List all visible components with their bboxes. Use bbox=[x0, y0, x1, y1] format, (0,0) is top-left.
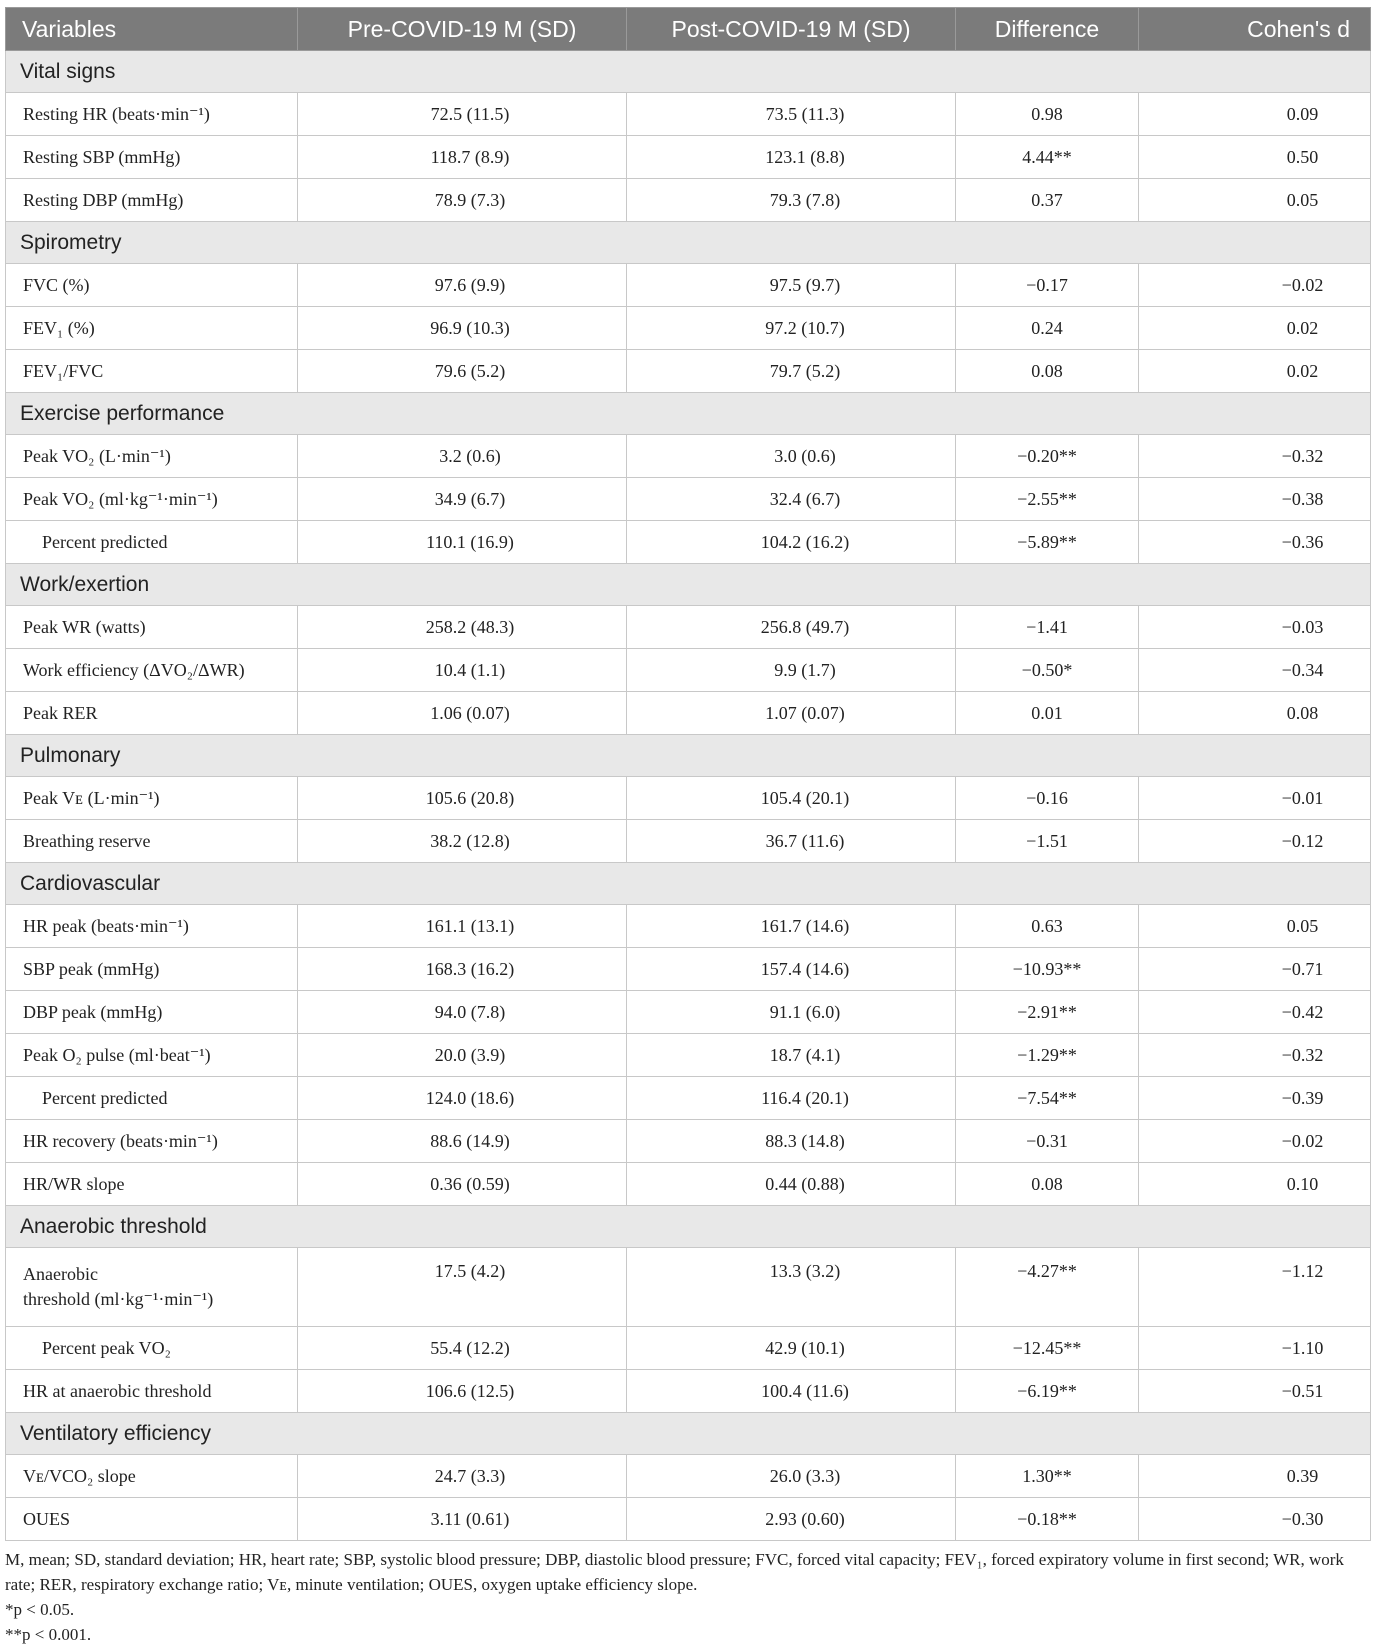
table-row bbox=[6, 179, 1371, 222]
variable-label bbox=[6, 1248, 298, 1327]
section-title: Vital signs bbox=[6, 51, 1371, 93]
difference-value: −12.45** bbox=[956, 1327, 1139, 1370]
variable-label: HR recovery (beats·min⁻¹) bbox=[6, 1120, 298, 1163]
post-value: 3.0 (0.6) bbox=[627, 435, 956, 478]
header-difference: Difference bbox=[956, 8, 1139, 51]
post-value: 32.4 (6.7) bbox=[627, 478, 956, 521]
pre-value: 38.2 (12.8) bbox=[298, 820, 627, 863]
pre-value: 105.6 (20.8) bbox=[298, 777, 627, 820]
difference-value: −1.29** bbox=[956, 1034, 1139, 1077]
pre-value: 94.0 (7.8) bbox=[298, 991, 627, 1034]
pre-value: 168.3 (16.2) bbox=[298, 948, 627, 991]
difference-value: 0.01 bbox=[956, 692, 1139, 735]
table-row bbox=[6, 1120, 1371, 1163]
table-row bbox=[6, 1163, 1371, 1206]
cohens-d-value: 0.39 bbox=[1139, 1455, 1371, 1498]
header-post: Post-COVID-19 M (SD) bbox=[627, 8, 956, 51]
post-value: 123.1 (8.8) bbox=[627, 136, 956, 179]
post-value: 79.3 (7.8) bbox=[627, 179, 956, 222]
footnote-p05: *p < 0.05. bbox=[5, 1600, 75, 1619]
section-title: Pulmonary bbox=[6, 735, 1371, 777]
variable-label-line: Anaerobic bbox=[23, 1264, 98, 1284]
table-row bbox=[6, 307, 1371, 350]
cohens-d-value: 0.08 bbox=[1139, 692, 1371, 735]
table-row bbox=[6, 1370, 1371, 1413]
section-title: Exercise performance bbox=[6, 393, 1371, 435]
pre-value: 124.0 (18.6) bbox=[298, 1077, 627, 1120]
post-value: 9.9 (1.7) bbox=[627, 649, 956, 692]
cohens-d-value: −0.36 bbox=[1139, 521, 1371, 564]
table-row bbox=[6, 1498, 1371, 1541]
pre-value: 79.6 (5.2) bbox=[298, 350, 627, 393]
section-row bbox=[6, 393, 1371, 435]
post-value: 100.4 (11.6) bbox=[627, 1370, 956, 1413]
pre-value: 3.11 (0.61) bbox=[298, 1498, 627, 1541]
table-row bbox=[6, 820, 1371, 863]
cohens-d-value: 0.02 bbox=[1139, 350, 1371, 393]
cohens-d-value: −0.03 bbox=[1139, 606, 1371, 649]
difference-value: −2.55** bbox=[956, 478, 1139, 521]
cohens-d-value: 0.05 bbox=[1139, 179, 1371, 222]
pre-value: 20.0 (3.9) bbox=[298, 1034, 627, 1077]
difference-value: −4.27** bbox=[956, 1248, 1139, 1327]
results-table bbox=[5, 7, 1371, 1541]
section-row bbox=[6, 222, 1371, 264]
table-row bbox=[6, 93, 1371, 136]
footnote-p001: **p < 0.001. bbox=[5, 1625, 92, 1644]
table-row bbox=[6, 136, 1371, 179]
cohens-d-value: −0.01 bbox=[1139, 777, 1371, 820]
section-title: Anaerobic threshold bbox=[6, 1206, 1371, 1248]
difference-value: −0.31 bbox=[956, 1120, 1139, 1163]
variable-label: Peak Vᴇ (L·min⁻¹) bbox=[6, 777, 298, 820]
table-row bbox=[6, 948, 1371, 991]
post-value: 2.93 (0.60) bbox=[627, 1498, 956, 1541]
table-row bbox=[6, 1327, 1371, 1370]
post-value: 0.44 (0.88) bbox=[627, 1163, 956, 1206]
cohens-d-value: −1.12 bbox=[1139, 1248, 1371, 1327]
variable-label: Breathing reserve bbox=[6, 820, 298, 863]
post-value: 105.4 (20.1) bbox=[627, 777, 956, 820]
difference-value: 1.30** bbox=[956, 1455, 1139, 1498]
variable-label: Peak WR (watts) bbox=[6, 606, 298, 649]
variable-label: Work efficiency (ΔVO₂/ΔWR) bbox=[6, 649, 298, 692]
post-value: 26.0 (3.3) bbox=[627, 1455, 956, 1498]
post-value: 256.8 (49.7) bbox=[627, 606, 956, 649]
pre-value: 1.06 (0.07) bbox=[298, 692, 627, 735]
table-row bbox=[6, 905, 1371, 948]
post-value: 97.2 (10.7) bbox=[627, 307, 956, 350]
section-row bbox=[6, 564, 1371, 606]
difference-value: 4.44** bbox=[956, 136, 1139, 179]
table-row bbox=[6, 777, 1371, 820]
cohens-d-value: 0.10 bbox=[1139, 1163, 1371, 1206]
table-row bbox=[6, 991, 1371, 1034]
post-value: 13.3 (3.2) bbox=[627, 1248, 956, 1327]
table-footnotes bbox=[5, 1547, 1367, 1647]
post-value: 97.5 (9.7) bbox=[627, 264, 956, 307]
variable-label: HR/WR slope bbox=[6, 1163, 298, 1206]
post-value: 88.3 (14.8) bbox=[627, 1120, 956, 1163]
variable-label: HR at anaerobic threshold bbox=[6, 1370, 298, 1413]
variable-label: SBP peak (mmHg) bbox=[6, 948, 298, 991]
post-value: 116.4 (20.1) bbox=[627, 1077, 956, 1120]
section-title: Spirometry bbox=[6, 222, 1371, 264]
variable-label: Peak VO₂ (ml·kg⁻¹·min⁻¹) bbox=[6, 478, 298, 521]
cohens-d-value: −0.34 bbox=[1139, 649, 1371, 692]
variable-label: HR peak (beats·min⁻¹) bbox=[6, 905, 298, 948]
cohens-d-value: −0.02 bbox=[1139, 264, 1371, 307]
pre-value: 118.7 (8.9) bbox=[298, 136, 627, 179]
table-row bbox=[6, 649, 1371, 692]
header-pre: Pre-COVID-19 M (SD) bbox=[298, 8, 627, 51]
difference-value: 0.98 bbox=[956, 93, 1139, 136]
variable-label: Peak O₂ pulse (ml·beat⁻¹) bbox=[6, 1034, 298, 1077]
pre-value: 258.2 (48.3) bbox=[298, 606, 627, 649]
variable-label: FEV₁/FVC bbox=[6, 350, 298, 393]
table-header bbox=[6, 8, 1371, 51]
cohens-d-value: 0.02 bbox=[1139, 307, 1371, 350]
header-cohens-d: Cohen's d bbox=[1139, 8, 1371, 51]
pre-value: 10.4 (1.1) bbox=[298, 649, 627, 692]
difference-value: −2.91** bbox=[956, 991, 1139, 1034]
cohens-d-value: 0.05 bbox=[1139, 905, 1371, 948]
pre-value: 24.7 (3.3) bbox=[298, 1455, 627, 1498]
cohens-d-value: −0.39 bbox=[1139, 1077, 1371, 1120]
table-row bbox=[6, 264, 1371, 307]
post-value: 161.7 (14.6) bbox=[627, 905, 956, 948]
variable-label: Percent peak VO₂ bbox=[6, 1327, 298, 1370]
pre-value: 96.9 (10.3) bbox=[298, 307, 627, 350]
section-title: Work/exertion bbox=[6, 564, 1371, 606]
table-row bbox=[6, 1034, 1371, 1077]
section-row bbox=[6, 1413, 1371, 1455]
difference-value: −1.41 bbox=[956, 606, 1139, 649]
cohens-d-value: −0.38 bbox=[1139, 478, 1371, 521]
table-row bbox=[6, 521, 1371, 564]
difference-value: −6.19** bbox=[956, 1370, 1139, 1413]
difference-value: 0.37 bbox=[956, 179, 1139, 222]
post-value: 18.7 (4.1) bbox=[627, 1034, 956, 1077]
variable-label: Resting HR (beats·min⁻¹) bbox=[6, 93, 298, 136]
difference-value: 0.63 bbox=[956, 905, 1139, 948]
difference-value: 0.24 bbox=[956, 307, 1139, 350]
difference-value: 0.08 bbox=[956, 350, 1139, 393]
variable-label: FVC (%) bbox=[6, 264, 298, 307]
table-row bbox=[6, 692, 1371, 735]
pre-value: 88.6 (14.9) bbox=[298, 1120, 627, 1163]
post-value: 91.1 (6.0) bbox=[627, 991, 956, 1034]
cohens-d-value: −0.02 bbox=[1139, 1120, 1371, 1163]
pre-value: 3.2 (0.6) bbox=[298, 435, 627, 478]
pre-value: 55.4 (12.2) bbox=[298, 1327, 627, 1370]
variable-label: Peak VO₂ (L·min⁻¹) bbox=[6, 435, 298, 478]
difference-value: 0.08 bbox=[956, 1163, 1139, 1206]
difference-value: −0.18** bbox=[956, 1498, 1139, 1541]
section-row bbox=[6, 51, 1371, 93]
variable-label: Percent predicted bbox=[6, 521, 298, 564]
post-value: 157.4 (14.6) bbox=[627, 948, 956, 991]
cohens-d-value: −0.30 bbox=[1139, 1498, 1371, 1541]
pre-value: 72.5 (11.5) bbox=[298, 93, 627, 136]
variable-label: Peak RER bbox=[6, 692, 298, 735]
difference-value: −0.50* bbox=[956, 649, 1139, 692]
pre-value: 34.9 (6.7) bbox=[298, 478, 627, 521]
post-value: 42.9 (10.1) bbox=[627, 1327, 956, 1370]
pre-value: 78.9 (7.3) bbox=[298, 179, 627, 222]
difference-value: −0.20** bbox=[956, 435, 1139, 478]
difference-value: −10.93** bbox=[956, 948, 1139, 991]
table-row bbox=[6, 350, 1371, 393]
variable-label: Resting DBP (mmHg) bbox=[6, 179, 298, 222]
pre-value: 110.1 (16.9) bbox=[298, 521, 627, 564]
table-row bbox=[6, 435, 1371, 478]
pre-value: 0.36 (0.59) bbox=[298, 1163, 627, 1206]
section-row bbox=[6, 863, 1371, 905]
variable-label: FEV₁ (%) bbox=[6, 307, 298, 350]
variable-label: OUES bbox=[6, 1498, 298, 1541]
section-title: Ventilatory efficiency bbox=[6, 1413, 1371, 1455]
post-value: 73.5 (11.3) bbox=[627, 93, 956, 136]
cohens-d-value: −0.42 bbox=[1139, 991, 1371, 1034]
cohens-d-value: −0.12 bbox=[1139, 820, 1371, 863]
variable-label: Resting SBP (mmHg) bbox=[6, 136, 298, 179]
cohens-d-value: 0.09 bbox=[1139, 93, 1371, 136]
cohens-d-value: −1.10 bbox=[1139, 1327, 1371, 1370]
pre-value: 97.6 (9.9) bbox=[298, 264, 627, 307]
post-value: 104.2 (16.2) bbox=[627, 521, 956, 564]
table-row bbox=[6, 606, 1371, 649]
cohens-d-value: 0.50 bbox=[1139, 136, 1371, 179]
table-row bbox=[6, 1455, 1371, 1498]
difference-value: −5.89** bbox=[956, 521, 1139, 564]
difference-value: −7.54** bbox=[956, 1077, 1139, 1120]
table-row bbox=[6, 478, 1371, 521]
post-value: 36.7 (11.6) bbox=[627, 820, 956, 863]
variable-label-line: threshold (ml·kg⁻¹·min⁻¹) bbox=[23, 1289, 214, 1309]
section-row bbox=[6, 735, 1371, 777]
variable-label: Percent predicted bbox=[6, 1077, 298, 1120]
pre-value: 106.6 (12.5) bbox=[298, 1370, 627, 1413]
difference-value: −0.17 bbox=[956, 264, 1139, 307]
section-title: Cardiovascular bbox=[6, 863, 1371, 905]
cohens-d-value: −0.71 bbox=[1139, 948, 1371, 991]
variable-label: Vᴇ/VCO₂ slope bbox=[6, 1455, 298, 1498]
cohens-d-value: −0.32 bbox=[1139, 435, 1371, 478]
difference-value: −0.16 bbox=[956, 777, 1139, 820]
difference-value: −1.51 bbox=[956, 820, 1139, 863]
variable-label: DBP peak (mmHg) bbox=[6, 991, 298, 1034]
pre-value: 17.5 (4.2) bbox=[298, 1248, 627, 1327]
table-row bbox=[6, 1077, 1371, 1120]
pre-value: 161.1 (13.1) bbox=[298, 905, 627, 948]
section-row bbox=[6, 1206, 1371, 1248]
footnote-abbreviations: M, mean; SD, standard deviation; HR, heart rate; SBP, systolic blood pressure; DBP, diastolic blood pressure; FVC, forced vital capacity; FEV₁, forced expiratory volume in first second; WR, work rate; RER, respiratory exchange ratio; Vᴇ, minute ventilation; OUES, oxygen uptake efficiency slope. bbox=[5, 1550, 1344, 1594]
post-value: 79.7 (5.2) bbox=[627, 350, 956, 393]
post-value: 1.07 (0.07) bbox=[627, 692, 956, 735]
header-variables: Variables bbox=[6, 8, 298, 51]
cohens-d-value: −0.32 bbox=[1139, 1034, 1371, 1077]
cohens-d-value: −0.51 bbox=[1139, 1370, 1371, 1413]
table-row bbox=[6, 1248, 1371, 1327]
